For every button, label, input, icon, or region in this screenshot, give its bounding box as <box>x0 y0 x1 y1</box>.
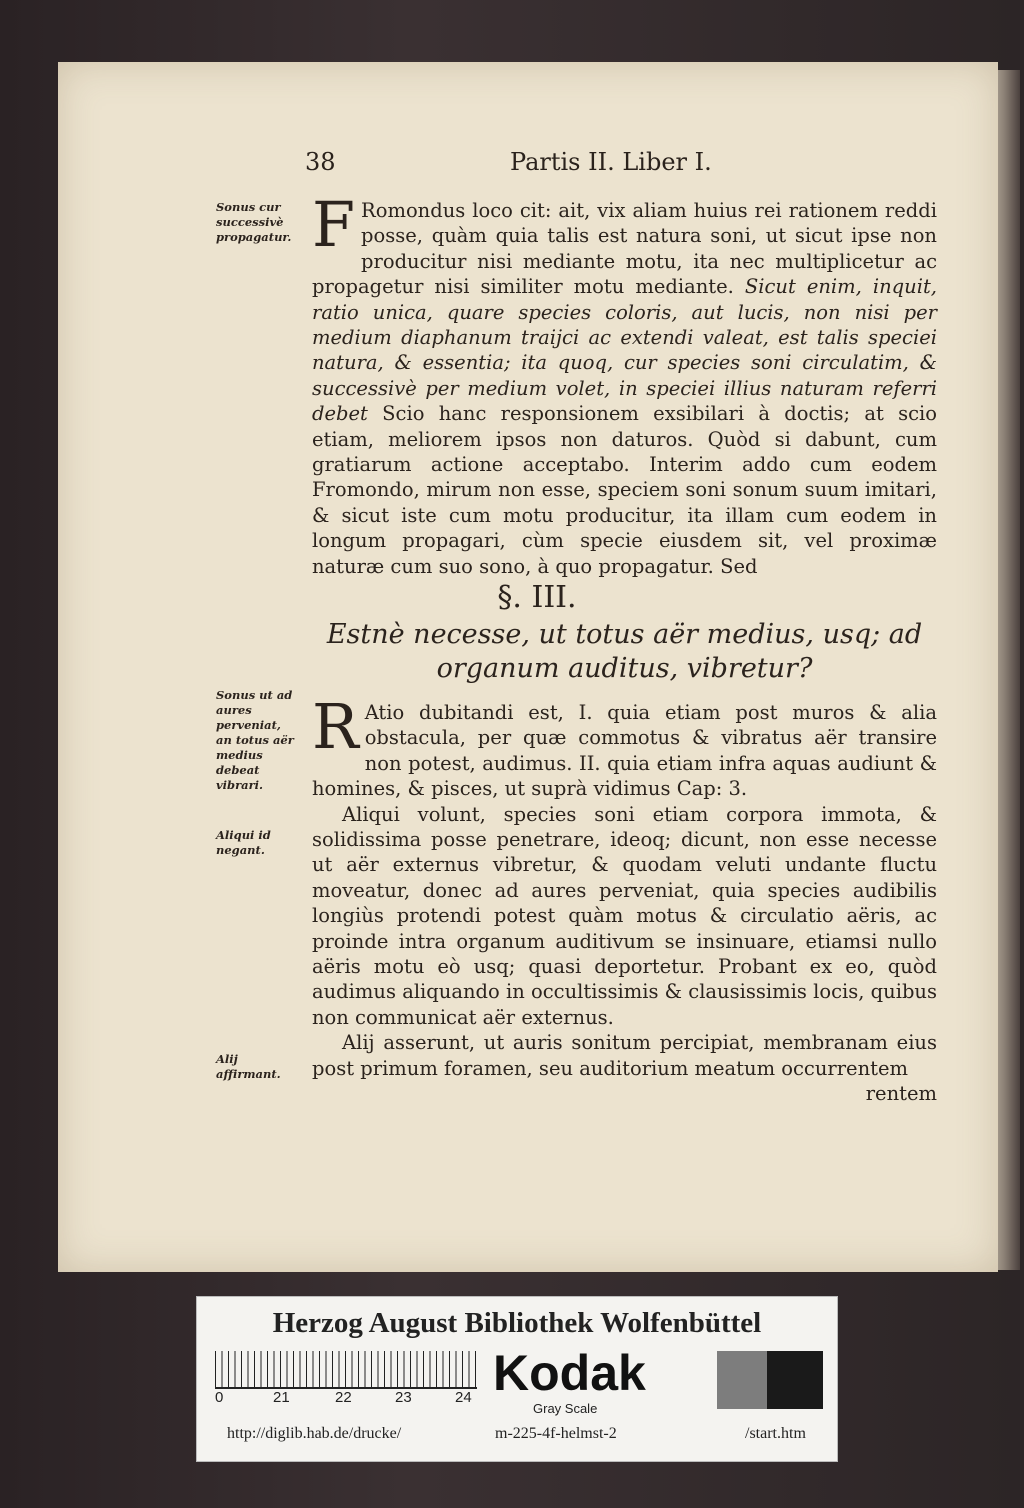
url-left: http://diglib.hab.de/drucke/ <box>227 1425 402 1442</box>
section-heading: Estnè necesse, ut totus aër medius, usq; ad organum auditus, vibretur? <box>326 619 923 684</box>
ruler-label: 23 <box>395 1389 412 1406</box>
ruler-labels <box>211 1389 481 1409</box>
section-1-text <box>312 188 937 579</box>
page-number: 38 <box>305 148 336 176</box>
url-mid: m-225-4f-helmst-2 <box>495 1425 617 1442</box>
quotation: Sicut enim, inquit, ratio unica, quare species coloris, aut lucis, non nisi per medium diaphanum traijci ac extendi valeat, est talis speciei natura, & essentia; ita quoq, cur species soni circulatim, & successivè per medium volet, in speciei illius naturam referri debet <box>312 275 937 426</box>
section-1-rest: Scio hanc responsionem exsibilari à doctis; at scio etiam, meliorem ipsos non daturos. Quòd si dabunt, cum gratiarum actione acceptabo. Interim addo cum eodem Fromondo, mirum non esse, speciem soni sonum suum imitari, & sicut iste cum motu producitur, ita illam cum eodem in longum propagari, cùm specie eiusdem sit, vel proximæ naturæ cum suo sono, à quo propagatur. Sed <box>312 402 937 578</box>
margin-note-1: Sonus cur successivè propagatur. <box>216 200 292 244</box>
section-2-text <box>312 690 937 1107</box>
kodak-logo: Kodak <box>493 1345 646 1401</box>
color-target-card <box>196 1296 838 1462</box>
ruler-label: 24 <box>455 1389 472 1406</box>
catchword: rentem <box>865 1082 937 1106</box>
gray-patch-dark <box>767 1351 823 1409</box>
dropcap-f: F <box>312 188 356 261</box>
library-name: Herzog August Bibliothek Wolfenbüttel <box>272 1307 762 1339</box>
gray-patch-mid <box>717 1351 767 1409</box>
margin-note-3: Aliqui id negant. <box>216 828 271 857</box>
margin-note-4: Alij affirmant. <box>216 1052 281 1081</box>
kodak-logo-block <box>493 1345 661 1415</box>
ruler-label: 22 <box>335 1389 352 1406</box>
ruler-label: 0 <box>215 1389 224 1406</box>
paragraph-2: Aliqui volunt, species soni etiam corpora immota, & solidissima posse penetrare, ideoq; dicunt, non esse necesse ut aër externus vibretur, & quodam veluti undante fluctu moveatur, donec ad aures perveniat, quia species audibilis longiùs protendi potest quàm motus & circulatio aëris, ac proinde intra organum auditivum se insinuare, etiamsi nullo aëris motu eò usq; quasi deportetur. Probant ex eo, quòd audimus aliquando in occultissimis & clausissimis locis, quibus non communicat aër externus. <box>312 802 937 1029</box>
measurement-ruler <box>215 1351 477 1389</box>
gray-scale-label: Gray Scale <box>533 1401 598 1416</box>
running-title: Partis II. Liber I. <box>510 148 712 176</box>
section-1-opening: Romondus loco cit: ait, vix aliam huius rei rationem reddi posse, quàm quia talis est natura soni, ut sicut ipse non producitur nisi mediante motu, ita nec multiplicetur ac propagetur nisi similiter motu mediante. <box>312 199 937 299</box>
url-right: /start.htm <box>745 1425 806 1442</box>
dropcap-r: R <box>312 690 359 763</box>
paragraph-3: Alij asserunt, ut auris sonitum percipiat, membranam eius post primum foramen, seu auditorium meatum occurrentem <box>312 1031 937 1080</box>
url-row <box>197 1425 837 1449</box>
section-mark: §. III. <box>497 580 577 615</box>
page-header <box>0 148 1024 180</box>
paragraph-1: Atio dubitandi est, I. quia etiam post muros & alia obstacula, per quæ commotus & vibratus aër transire non potest, audimus. II. quia etiam infra aquas audiunt & homines, & pisces, ut suprà vidimus Cap: 3. <box>312 701 937 801</box>
margin-note-2: Sonus ut ad aures perveniat, an totus aër medius debeat vibrari. <box>216 688 294 792</box>
ruler-label: 21 <box>273 1389 290 1406</box>
